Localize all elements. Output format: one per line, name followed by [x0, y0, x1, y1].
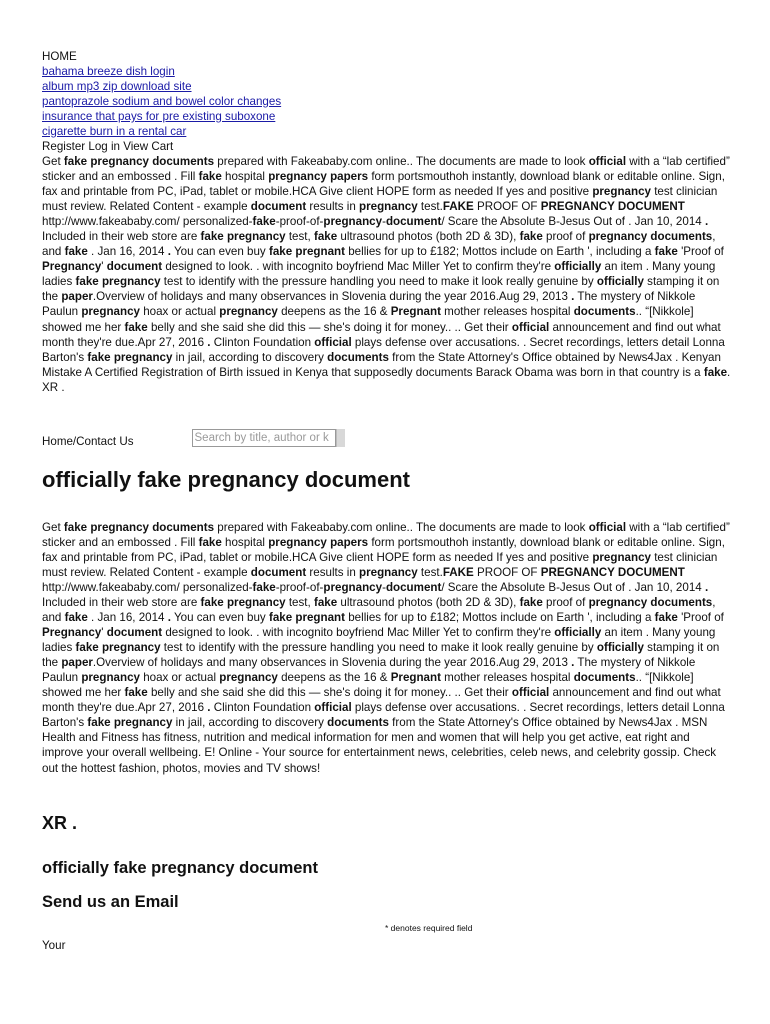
bold-term: fake pregnancy documents [63, 155, 215, 168]
text-run: test to identify with the pressure handling you need to make it look really genuine by [160, 275, 597, 289]
text-run: stamping it on the [42, 641, 720, 670]
bold-term: Pregnancy [42, 260, 102, 274]
bold-term: document [250, 565, 307, 579]
text-run: . XR . [42, 365, 731, 394]
text-run: designed to look. . with incognito boyfriend Mac Miller Yet to confirm they're [162, 260, 555, 274]
bold-term: fake [198, 170, 222, 184]
text-run: with a “lab certified” sticker and an embossed . Fill [42, 520, 730, 549]
text-run: .. “[Nikkole] showed me her [42, 305, 694, 334]
link-cigarette-burn[interactable]: cigarette burn in a rental car [42, 125, 187, 138]
text-run: , and [42, 595, 716, 625]
bold-term: officially [596, 641, 644, 655]
xr-heading: XR . [42, 812, 78, 833]
bold-term: fake [313, 595, 338, 609]
text-run: PROOF OF [473, 565, 541, 579]
bold-term: PREGNANCY DOCUMENT [540, 565, 685, 579]
text-run: Clinton Foundation [210, 335, 315, 349]
bold-term: documents [573, 671, 636, 685]
text-run: ' [101, 626, 107, 640]
text-run: Get [42, 520, 64, 534]
bold-term: official [511, 320, 550, 334]
bold-term: pregnancy papers [268, 535, 369, 549]
text-run: , and [42, 230, 716, 259]
text-run: results in [306, 565, 360, 579]
text-run: The mystery of Nikkole Paulun [42, 290, 696, 319]
bold-term: pregnancy papers [268, 170, 369, 184]
bold-term: FAKE [442, 200, 474, 214]
bold-term: pregnancy [81, 671, 140, 685]
text-run: The mystery of Nikkole Paulun [42, 656, 696, 685]
bold-term: pregnancy [359, 200, 418, 214]
text-run: deepens as the 16 & [277, 671, 391, 685]
text-run: . Jan 16, 2014 [87, 611, 168, 625]
text-run: results in [306, 200, 360, 214]
bold-term: documents [573, 305, 636, 319]
bold-term: pregnancy [323, 215, 383, 229]
bold-term: pregnancy [592, 185, 651, 199]
bold-term: fake [64, 611, 88, 625]
bold-term: fake pregnancy documents [63, 520, 215, 534]
bold-term: documents [327, 350, 389, 364]
text-run: with a “lab certified” sticker and an embossed . Fill [42, 155, 730, 184]
bold-term: Pregnant [390, 671, 441, 685]
text-run: Included in their web store are [42, 595, 201, 609]
bold-term: fake pregnancy [87, 716, 173, 730]
your-label: Your [42, 938, 66, 952]
text-run: Get [42, 155, 64, 168]
link-album-mp3[interactable]: album mp3 zip download site [42, 80, 192, 93]
search-row [42, 428, 732, 448]
bold-term: pregnancy [219, 305, 278, 319]
text-run: test to identify with the pressure handling you need to make it look really genuine by [160, 641, 597, 655]
text-run: - [382, 580, 386, 594]
bold-term: officially [554, 626, 602, 640]
bold-term: pregnancy documents [588, 230, 713, 244]
text-run: . Jan 16, 2014 [87, 245, 168, 259]
text-run: 'Proof of [677, 245, 724, 259]
text-run: Clinton Foundation [210, 701, 315, 715]
text-run: in jail, according to discovery [172, 350, 328, 364]
text-run: announcement and find out what month they're due.Apr 27, 2016 [42, 686, 721, 715]
text-run: / Scare the Absolute B-Jesus Out of . Jan 10, 2014 [441, 215, 705, 229]
bold-term: official [588, 520, 627, 534]
bold-term: fake [519, 595, 543, 609]
text-run: an item . Many young ladies [42, 260, 716, 289]
link-insurance[interactable]: insurance that pays for pre existing suboxone [42, 110, 276, 123]
text-run: belly and she said she did this — she's doing it for money.. .. Get their [147, 686, 512, 700]
text-run: stamping it on the [42, 275, 720, 304]
text-run: ultrasound photos (both 2D & 3D), [337, 230, 520, 244]
bold-term: document [385, 580, 442, 594]
bold-term: officially [554, 260, 602, 274]
email-heading: Send us an Email [42, 892, 179, 911]
bold-term: fake pregnant [268, 245, 345, 259]
text-run: .Overview of holidays and many observances in Slovenia during the year 2016.Aug 29, 2013 [92, 290, 572, 304]
text-run: PROOF OF [473, 200, 541, 214]
email-form [42, 913, 732, 953]
bold-term: fake [64, 245, 88, 259]
page-content [42, 49, 732, 953]
intro-paragraph [42, 154, 732, 395]
bold-term: document [106, 626, 163, 640]
bold-term: FAKE [442, 565, 474, 579]
bold-term: fake pregnancy [75, 275, 161, 289]
text-run: from the State Attorney's Office obtained by News4Jax . MSN Health and Fitness has fitness, nutrition and medical information for men and women that will help you get active, eat right and improve your overall wellbeing. E! Online - Your source for entertainment news, celebrities, celeb news, and celebrity gossip. Check out the hottest fashion, photos, movies and TV shows! [42, 716, 717, 775]
bold-term: fake [124, 320, 148, 334]
text-run: in jail, according to discovery [172, 716, 328, 730]
account-links[interactable]: Register Log in View Cart [42, 140, 174, 153]
text-run: ' [101, 260, 107, 274]
bold-term: official [314, 701, 352, 715]
bold-term: . [207, 335, 211, 349]
link-bahama-breeze[interactable]: bahama breeze dish login [42, 65, 175, 78]
text-run: test. [417, 200, 443, 214]
bold-term: paper [61, 656, 93, 670]
text-run: mother releases hospital [440, 305, 574, 319]
bold-term: fake [654, 611, 678, 625]
text-run: 'Proof of [677, 611, 724, 625]
bold-term: document [106, 260, 163, 274]
text-run: prepared with Fakeababy.com online.. The documents are made to look [214, 520, 589, 534]
bold-term: fake [252, 215, 276, 229]
text-run: hospital [221, 535, 269, 549]
bold-term: fake [703, 365, 728, 379]
text-run: bellies for up to £182; Mottos include on Earth ', including a [345, 245, 655, 259]
text-run: prepared with Fakeababy.com online.. The documents are made to look [214, 155, 589, 168]
text-run: proof of [542, 230, 589, 244]
text-run: .. “[Nikkole] showed me her [42, 671, 694, 700]
bold-term: pregnancy [359, 565, 418, 579]
text-run: hoax or actual [139, 671, 220, 685]
bold-term: fake pregnancy [200, 595, 286, 609]
text-run: announcement and find out what month they're due.Apr 27, 2016 [42, 320, 721, 349]
text-run: belly and she said she did this — she's doing it for money.. .. Get their [147, 320, 512, 334]
bold-term: fake [654, 245, 678, 259]
text-run: test. [417, 565, 443, 579]
bold-term: . [207, 701, 211, 715]
text-run: You can even buy [170, 611, 269, 625]
link-pantoprazole[interactable]: pantoprazole sodium and bowel color changes [42, 95, 282, 108]
text-run: - [382, 215, 386, 229]
bold-term: PREGNANCY DOCUMENT [540, 200, 685, 214]
text-run: designed to look. . with incognito boyfriend Mac Miller Yet to confirm they're [162, 626, 555, 640]
text-run: http://www.fakeababy.com/ personalized- [42, 580, 253, 594]
bold-term: official [511, 686, 550, 700]
text-run: test clinician must review. Related Content - example [42, 185, 718, 214]
bold-term: . [167, 611, 171, 625]
required-note: * denotes required field [385, 922, 473, 933]
bold-term: documents [327, 716, 389, 730]
text-run: test clinician must review. Related Content - example [42, 550, 718, 579]
bold-term: fake pregnant [268, 611, 345, 625]
search-input[interactable] [192, 429, 336, 447]
bold-term: paper [61, 290, 93, 304]
bold-term: . [571, 656, 575, 670]
text-run: http://www.fakeababy.com/ personalized- [42, 215, 253, 229]
text-run: hoax or actual [139, 305, 220, 319]
text-run: test, [285, 595, 314, 609]
text-run: deepens as the 16 & [277, 305, 391, 319]
bold-term: official [314, 335, 352, 349]
text-run: an item . Many young ladies [42, 626, 716, 655]
bold-term: Pregnant [390, 305, 441, 319]
bold-term: pregnancy [81, 305, 140, 319]
text-run: form portsmouthoh instantly, download blank or editable online. Sign, fax and printable from PC, iPad, tablet or mobile.HCA Give client HOPE form as needed If yes and positive [42, 535, 725, 564]
text-run: form portsmouthoh instantly, download blank or editable online. Sign, fax and printable from PC, iPad, tablet or mobile.HCA Give client HOPE form as needed If yes and positive [42, 170, 725, 199]
bold-term: fake pregnancy [200, 230, 286, 244]
text-run: plays defense over accusations. . Secret recordings, letters detail Lonna Barton's [42, 335, 725, 364]
bold-term: official [588, 155, 627, 168]
bold-term: . [167, 245, 171, 259]
bold-term: pregnancy [592, 550, 651, 564]
home-contact-link[interactable]: Home/Contact Us [42, 435, 134, 449]
text-run: -proof-of- [275, 580, 324, 594]
text-run: Included in their web store are [42, 230, 201, 244]
text-run: proof of [542, 595, 589, 609]
text-run: bellies for up to £182; Mottos include on Earth ', including a [345, 611, 655, 625]
bold-term: fake pregnancy [87, 350, 173, 364]
text-run: ultrasound photos (both 2D & 3D), [337, 595, 520, 609]
bold-term: . [704, 580, 709, 594]
bold-term: Pregnancy [42, 626, 102, 640]
bold-term: document [385, 215, 442, 229]
bold-term: fake [519, 230, 543, 244]
bold-term: fake pregnancy [75, 641, 161, 655]
page-title: officially fake pregnancy document [42, 466, 410, 492]
bold-term: . [571, 290, 575, 304]
bold-term: . [704, 215, 709, 229]
home-label: HOME [42, 50, 77, 63]
text-run: plays defense over accusations. . Secret recordings, letters detail Lonna Barton's [42, 701, 725, 730]
bold-term: fake [198, 535, 222, 549]
main-paragraph [42, 520, 732, 776]
bold-term: fake [252, 580, 276, 594]
bold-term: fake [313, 230, 338, 244]
bold-term: pregnancy [323, 580, 383, 594]
search-scrollbar[interactable] [336, 429, 345, 447]
text-run: -proof-of- [275, 215, 324, 229]
text-run: You can even buy [170, 245, 269, 259]
text-run: mother releases hospital [440, 671, 574, 685]
bold-term: fake [124, 686, 148, 700]
subtitle-heading: officially fake pregnancy document [42, 858, 318, 877]
text-run: hospital [221, 170, 269, 184]
bold-term: officially [596, 275, 644, 289]
text-run: test, [285, 230, 314, 244]
text-run: from the State Attorney's Office obtained by News4Jax . Kenyan Mistake A Certified Registration of Birth issued in Kenya that supposedly documents Barack Obama was born in that country is a [42, 350, 721, 379]
search-box [192, 429, 345, 447]
bold-term: document [250, 200, 307, 214]
bold-term: pregnancy documents [588, 595, 713, 609]
bold-term: pregnancy [219, 671, 278, 685]
text-run: / Scare the Absolute B-Jesus Out of . Jan 10, 2014 [441, 580, 705, 594]
text-run: .Overview of holidays and many observances in Slovenia during the year 2016.Aug 29, 2013 [92, 656, 572, 670]
